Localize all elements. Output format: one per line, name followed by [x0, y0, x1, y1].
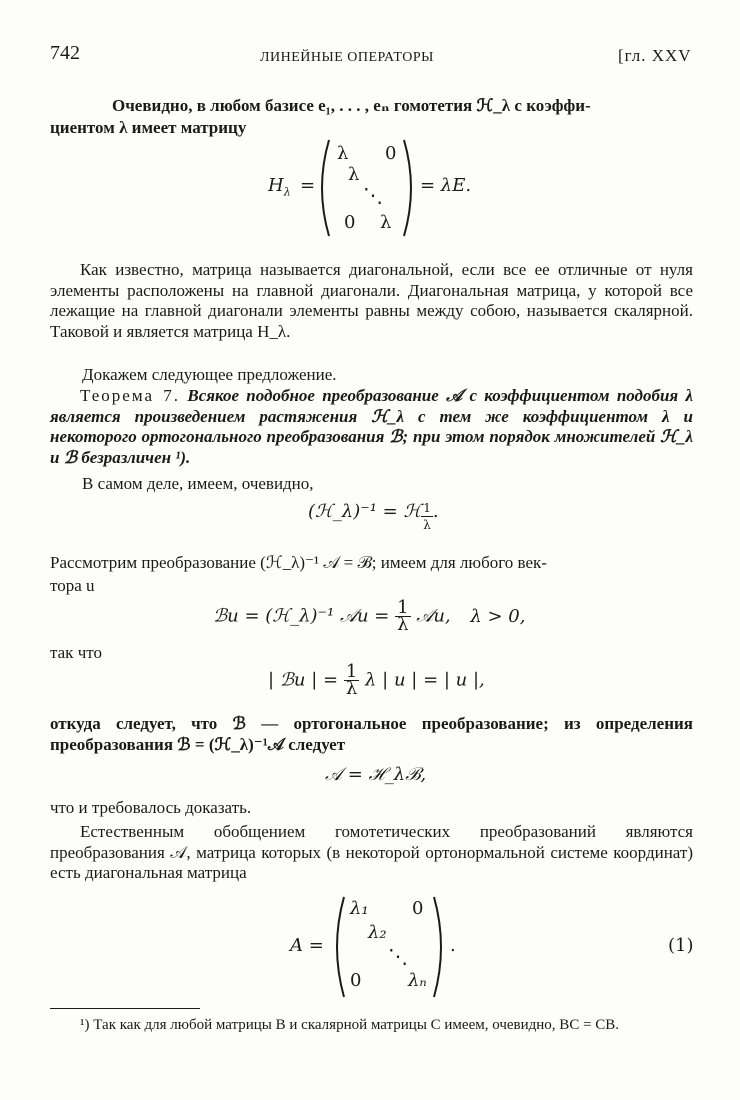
qed-line: что и требовалось доказать.	[50, 798, 252, 817]
eq1-m22: λ	[348, 164, 360, 185]
theorem-text: Всякое подобное преобразование 𝒜 с коэффициентом подобия λ является произведением растяжения ℋ_λ с тем же коэффициентом λ и некоторого ортогонального преобразования ℬ; при этом порядок множителей ℋ_λ и ℬ безразличен ¹).	[50, 386, 694, 467]
eq6-m22: λ₂	[368, 922, 387, 943]
eq6-m12: 0	[412, 898, 424, 919]
so-that: так что	[50, 643, 102, 662]
eq1-m11: λ	[337, 143, 349, 164]
eq6-right-paren	[430, 895, 450, 999]
footnote-rule	[50, 1008, 200, 1009]
eq1-lhs: $H_\lambda$	[268, 175, 291, 199]
eq1-rhs: = λE.	[420, 175, 472, 196]
consider-line-1: Рассмотрим преобразование (ℋ_λ)⁻¹ 𝒜 = ℬ; имеем для любого век-	[50, 553, 547, 572]
intro-line-1: Очевидно, в любом базисе e₁, . . . , eₙ гомотетия ℋ_λ с коэффи-	[112, 96, 591, 115]
eq1-dots: ⋱	[363, 183, 383, 207]
footnote-marker: ¹)	[80, 1017, 90, 1033]
eq6-left-paren	[328, 895, 348, 999]
eq6-m31: 0	[350, 970, 362, 991]
theorem-7	[50, 386, 693, 468]
eq1-equals: =	[300, 175, 316, 196]
eq1-right-paren	[400, 138, 420, 238]
equation-b-u: ℬu = (ℋ_λ)⁻¹ 𝒜u = $\frac{1}{\lambda}$ 𝒜u, λ > 0,	[213, 597, 526, 635]
definition-paragraph: Как известно, матрица называется диагональной, если все ее отличные от нуля элементы расположены на главной диагонали. Диагональная матрица, у которой все лежащие на главной диагонали элементы равны между собою, называется скалярной. Таковой и является матрица H_λ.	[50, 260, 693, 341]
footnote-text: Так как для любой матрицы B и скалярной матрицы C имеем, очевидно, BC = CB.	[93, 1017, 620, 1033]
page-number: 742	[50, 42, 80, 64]
eq6-end: .	[450, 935, 456, 956]
eq1-m33: λ	[380, 212, 392, 233]
equation-norm: | ℬu | = $\frac{1}{\lambda}$ λ | u | = | u |,	[268, 661, 485, 699]
footnote	[50, 1016, 695, 1035]
generalization-paragraph: Естественным обобщением гомотетических преобразований являются преобразования 𝒜, матрица которых (в некоторой ортонормальной системе координат) есть диагональная матрица	[50, 822, 693, 882]
consider-line-2: тора u	[50, 576, 95, 595]
proof-start: В самом деле, имеем, очевидно,	[82, 474, 314, 493]
eq6-dots: ⋱	[388, 944, 408, 968]
theorem-label: Теорема 7.	[80, 386, 181, 405]
equation-number: (1)	[668, 935, 694, 956]
eq1-m31: 0	[344, 212, 356, 233]
eq6-lhs: A =	[290, 935, 324, 956]
running-title: ЛИНЕЙНЫЕ ОПЕРАТОРЫ	[260, 50, 434, 65]
eq6-m11: λ₁	[350, 898, 369, 919]
proposition-lead: Докажем следующее предложение.	[82, 365, 337, 384]
equation-inverse-homothety: (ℋ_λ)⁻¹ = ℋ $\frac{1}{\lambda}$ .	[308, 501, 439, 532]
eq6-m33: λₙ	[408, 970, 427, 991]
intro-line-2: циентом λ имеет матрицу	[50, 118, 247, 137]
eq1-left-paren	[313, 138, 333, 238]
eq1-m12: 0	[385, 143, 397, 164]
equation-product: 𝒜 = ℋ_λℬ,	[325, 764, 427, 785]
orthogonal-conclusion: откуда следует, что ℬ — ортогональное преобразование; из определения преобразования ℬ = (ℋ_λ)⁻¹𝒜 следует	[50, 714, 693, 754]
chapter-ref: [гл. XXV	[618, 46, 692, 65]
